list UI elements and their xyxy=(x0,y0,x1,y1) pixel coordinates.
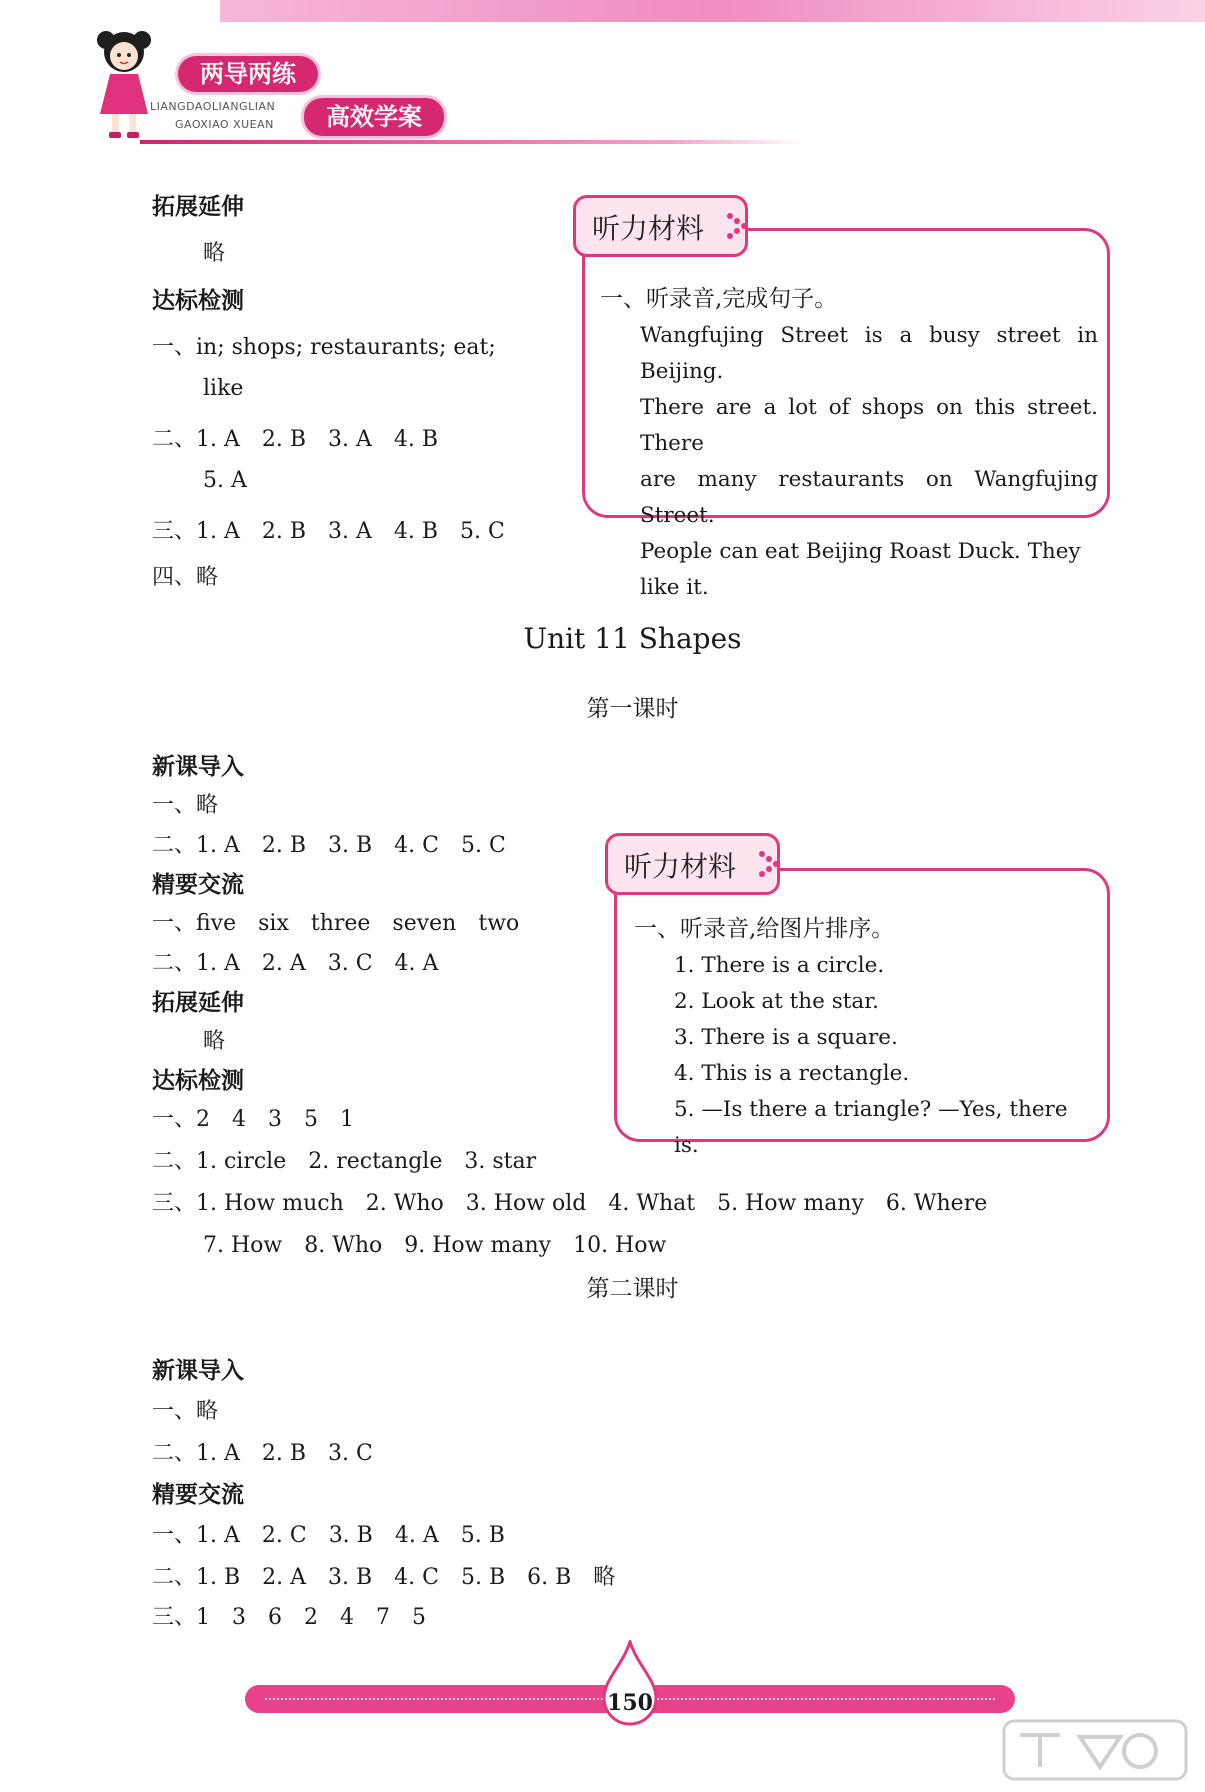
lesson-title: 第二课时 xyxy=(586,1276,679,1302)
heading-xinke: 新课导入 xyxy=(152,754,244,780)
listening-line: are many restaurants on Wangfujing Street. xyxy=(640,467,1098,528)
answer-line: 三、1. How much 2. Who 3. How old 4. What 5. How many 6. Where xyxy=(152,1191,988,1216)
listening-line: like it. xyxy=(640,575,709,600)
answer-line: 一、five six three seven two xyxy=(152,911,520,936)
answer-line: 二、1. B 2. A 3. B 4. C 5. B 6. B 略 xyxy=(152,1565,616,1590)
answer-line: 略 xyxy=(203,1029,226,1054)
header-band xyxy=(220,0,1205,22)
heading-tuozhan: 拓展延伸 xyxy=(152,990,244,1016)
heading-dabiao: 达标检测 xyxy=(152,1068,244,1094)
listening-line: 5. —Is there a triangle? —Yes, there is. xyxy=(674,1097,1068,1158)
listening-tab: 听力材料 xyxy=(605,833,780,895)
heading-dabiao: 达标检测 xyxy=(152,288,244,314)
answer-line: 二、1. A 2. A 3. C 4. A xyxy=(152,951,439,976)
listening-tab: 听力材料 xyxy=(573,195,748,257)
arrow-right-icon xyxy=(757,849,783,879)
answer-line: 一、in; shops; restaurants; eat; xyxy=(152,335,496,360)
listening-line: People can eat Beijing Roast Duck. They xyxy=(640,539,1081,564)
pinyin-bottom: GAOXIAO XUEAN xyxy=(175,118,274,131)
answer-line: 一、1. A 2. C 3. B 4. A 5. B xyxy=(152,1523,505,1548)
listening-line: 4. This is a rectangle. xyxy=(674,1061,910,1086)
heading-jingyao: 精要交流 xyxy=(152,1482,244,1508)
unit-title: Unit 11 Shapes xyxy=(523,622,742,655)
brand-badge-top: 两导两练 xyxy=(178,56,318,92)
heading-xinke: 新课导入 xyxy=(152,1358,244,1384)
heading-tuozhan: 拓展延伸 xyxy=(152,194,244,220)
answer-line: 三、1. A 2. B 3. A 4. B 5. C xyxy=(152,519,505,544)
arrow-right-icon xyxy=(725,211,751,241)
listening-heading: 一、听录音,给图片排序。 xyxy=(634,916,895,942)
pinyin-top: LIANGDAOLIANGLIAN xyxy=(150,100,276,113)
listening-line: 1. There is a circle. xyxy=(674,953,885,978)
answer-line: 一、略 xyxy=(152,1399,219,1424)
listening-line: 3. There is a square. xyxy=(674,1025,898,1050)
answer-line: like xyxy=(203,376,244,401)
page-number: 150 xyxy=(607,1690,653,1716)
lesson-title: 第一课时 xyxy=(586,696,679,722)
answer-line: 略 xyxy=(203,241,226,266)
listening-line: There are a lot of shops on this street. There xyxy=(640,395,1098,456)
listening-line: 2. Look at the star. xyxy=(674,989,879,1014)
answer-line: 5. A xyxy=(203,468,247,493)
answer-line: 二、1. A 2. B 3. C xyxy=(152,1441,373,1466)
answer-line: 二、1. A 2. B 3. B 4. C 5. C xyxy=(152,833,506,858)
listening-text xyxy=(640,318,1098,606)
header-rule xyxy=(140,140,805,144)
answer-line: 一、略 xyxy=(152,793,219,818)
listening-heading: 一、听录音,完成句子。 xyxy=(600,286,838,312)
watermark-logo-icon xyxy=(1000,1715,1190,1785)
heading-jingyao: 精要交流 xyxy=(152,872,244,898)
answer-line: 四、略 xyxy=(152,565,219,590)
listening-text xyxy=(674,948,1099,1164)
answer-line: 7. How 8. Who 9. How many 10. How xyxy=(203,1233,667,1258)
answer-line: 二、1. A 2. B 3. A 4. B xyxy=(152,427,439,452)
listening-line: Wangfujing Street is a busy street in Beijing. xyxy=(640,323,1098,384)
answer-line: 三、1 3 6 2 4 7 5 xyxy=(152,1605,426,1630)
answer-line: 二、1. circle 2. rectangle 3. star xyxy=(152,1149,537,1174)
girl-mascot-icon xyxy=(86,26,162,144)
brand-badge-bottom: 高效学案 xyxy=(304,98,444,136)
answer-line: 一、2 4 3 5 1 xyxy=(152,1107,354,1132)
